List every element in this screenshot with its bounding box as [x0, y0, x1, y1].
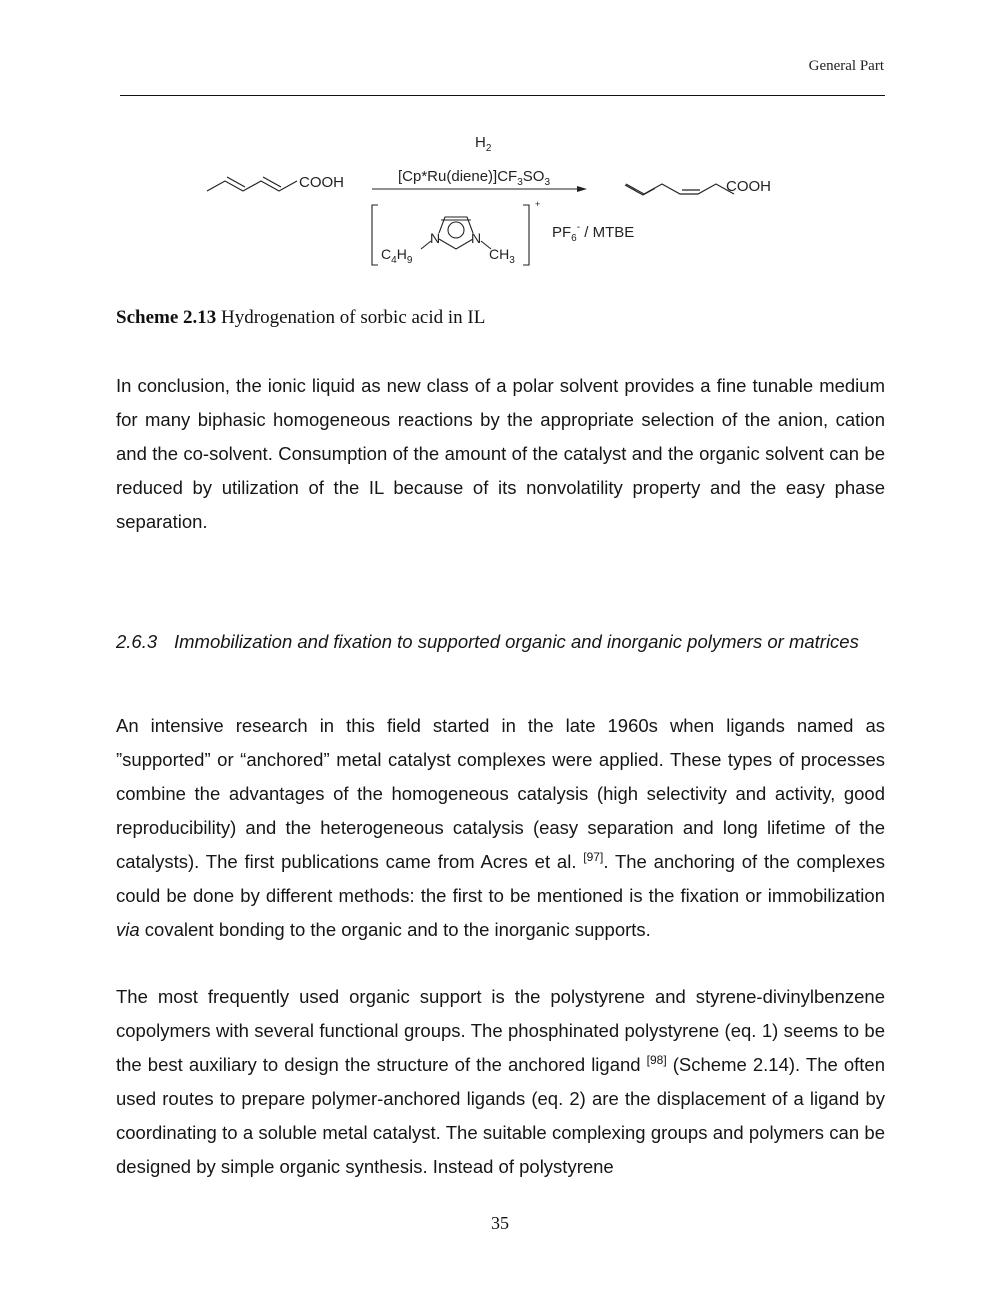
section-heading — [116, 630, 885, 653]
reactant-label: COOH — [299, 174, 344, 191]
page-number: 35 — [491, 1213, 509, 1233]
il-charge: + — [535, 199, 541, 209]
product-label: COOH — [726, 178, 771, 195]
running-header: General Part — [808, 58, 884, 74]
catalyst-label: $[Cp*Ru(diene)]CF_3SO_3$ — [398, 168, 551, 188]
reactant-structure — [207, 177, 297, 191]
reference-97: [97] — [583, 849, 604, 864]
reaction-scheme — [195, 125, 655, 275]
product-structure-full — [620, 170, 780, 210]
il-methyl-group: $CH_3$ — [489, 246, 515, 266]
header-rule — [120, 95, 885, 96]
il-butyl-group: $C_4H_9$ — [381, 246, 413, 266]
il-nitrogen-2: N — [471, 230, 482, 246]
caption-text: Hydrogenation of sorbic acid in IL — [216, 307, 486, 328]
caption-label: Scheme 2.13 — [116, 307, 217, 328]
italic-via: via — [116, 919, 140, 940]
paragraph-intro: An intensive research in this field started in the late 1960s when ligands named as ”supported” or “anchored” metal catalyst complexes were applied. These types of processes combine the advantages of the homogeneous catalysis (high selectivity and activity, good reproducibility) and the heterogeneous catalysis (easy separation and long lifetime of the catalysts). The first publications came from Acres et al. [97]. The anchoring of the complexes could be done by different methods: the first to be mentioned is the fixation or immobilization via covalent bonding to the organic and to the inorganic supports. — [116, 715, 885, 940]
il-nitrogen-1: N — [430, 230, 441, 246]
arrow-head — [577, 186, 587, 192]
reagent-hydrogen: $H_2$ — [475, 134, 492, 154]
paragraph-supports: The most frequently used organic support is the polystyrene and styrene-divinylbenzene copolymers with several functional groups. The phosphinated polystyrene (eq. 1) seems to be the best auxiliary to design the structure of the anchored ligand [98] (Scheme 2.14). The often used routes to prepare polymer-anchored ligands (eq. 2) are the displacement of a ligand by coordinating to a soluble metal catalyst. The suitable complexing groups and polymers can be designed by simple organic synthesis. Instead of polystyrene — [116, 986, 885, 1177]
anion-label: $PF_6^-$ / MTBE — [552, 222, 635, 244]
section-number: 2.6.3 — [116, 631, 158, 652]
reference-98: [98] — [646, 1052, 667, 1067]
paragraph-conclusion: In conclusion, the ionic liquid as new class of a polar solvent provides a fine tunable medium for many biphasic homogeneous reactions by the appropriate selection of the anion, cation and the co-solvent. Consumption of the amount of the catalyst and the organic solvent can be reduced by utilization of the IL because of its nonvolatility property and the easy phase separation. — [116, 375, 885, 532]
section-title: Immobilization and fixation to supported organic and inorganic polymers or matrices — [174, 631, 859, 652]
scheme-caption — [116, 307, 485, 329]
